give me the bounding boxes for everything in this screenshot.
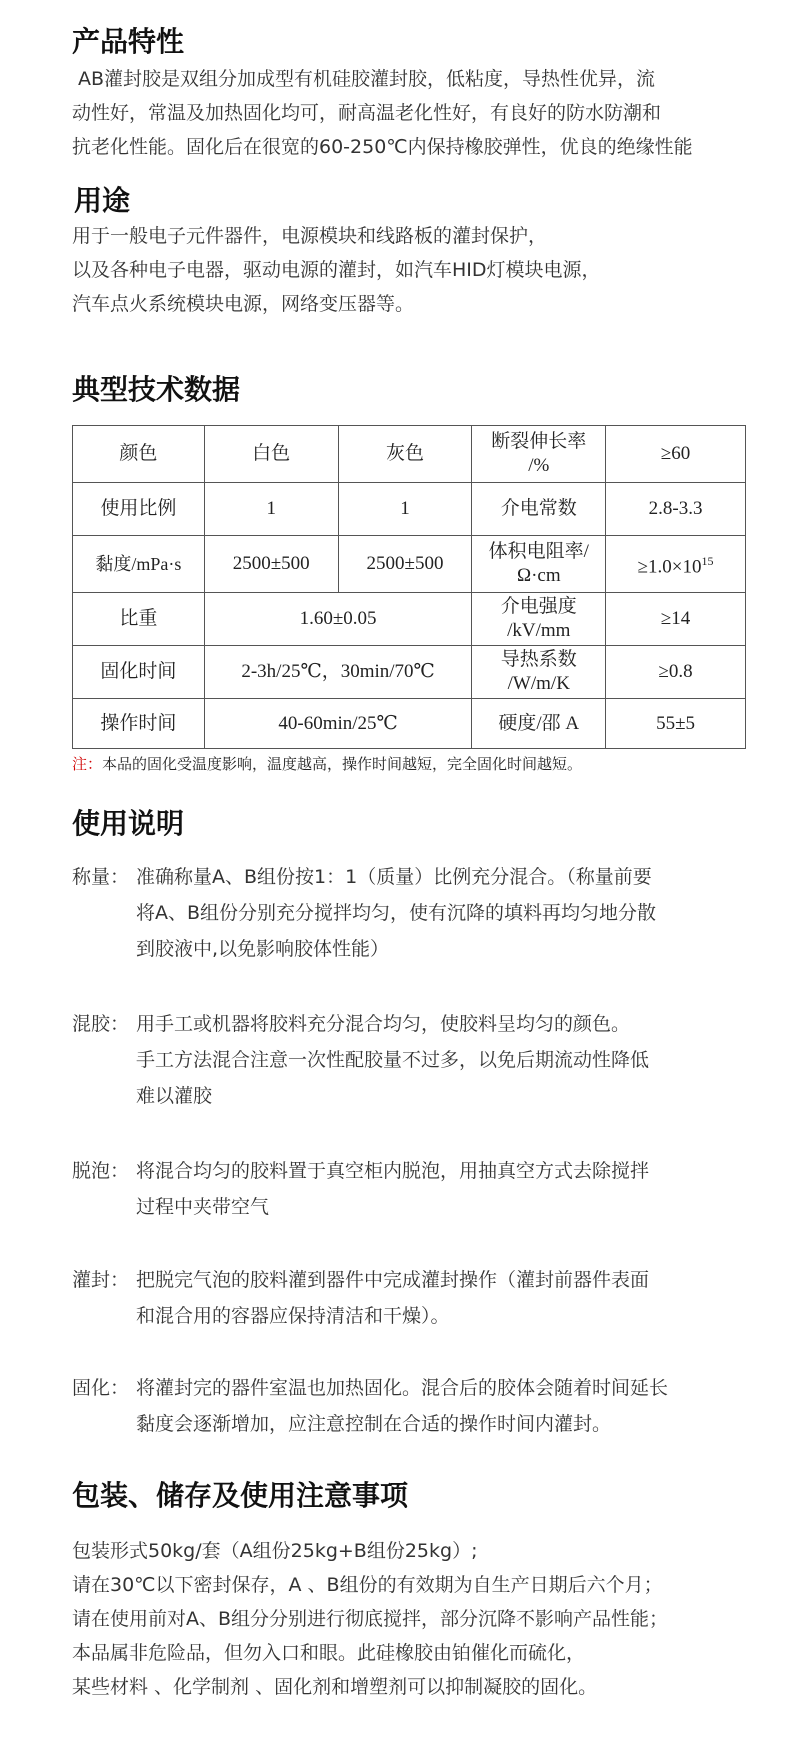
uses-line: 以及各种电子电器，驱动电源的灌封，如汽车HID灯模块电源， — [72, 259, 601, 281]
table-cell: 1.60±0.05 — [204, 593, 472, 646]
table-cell: 使用比例 — [73, 483, 205, 536]
table-cell: ≥0.8 — [606, 646, 746, 699]
packaging-line: 包装形式50kg/套（A组份25kg+B组份25kg）; — [72, 1540, 478, 1562]
instruction-term: 脱泡： — [72, 1160, 130, 1182]
table-cell: 比重 — [73, 593, 205, 646]
uses-heading: 用途 — [74, 184, 131, 217]
table-note — [72, 754, 582, 774]
instruction-line: 将灌封完的器件室温也加热固化。混合后的胶体会随着时间延长 — [136, 1377, 669, 1399]
tech-data-table — [72, 425, 746, 749]
table-cell: ≥60 — [606, 426, 746, 483]
instruction-line: 黏度会逐渐增加，应注意控制在合适的操作时间内灌封。 — [136, 1413, 612, 1435]
instruction-line: 准确称量A、B组份按1：1（质量）比例充分混合。（称量前要 — [136, 866, 652, 888]
table-cell: 操作时间 — [73, 699, 205, 749]
packaging-heading: 包装、储存及使用注意事项 — [72, 1479, 409, 1512]
table-cell: 2.8-3.3 — [606, 483, 746, 536]
instruction-line: 到胶液中,以免影响胶体性能） — [136, 938, 390, 960]
table-cell: 颜色 — [73, 426, 205, 483]
table-cell: 断裂伸长率 /% — [472, 426, 606, 483]
table-cell: ≥14 — [606, 593, 746, 646]
table-cell — [606, 536, 746, 593]
note-text: 本品的固化受温度影响，温度越高，操作时间越短，完全固化时间越短。 — [102, 755, 583, 773]
instruction-line: 难以灌胶 — [136, 1085, 213, 1107]
packaging-line: 请在使用前对A、B组分分别进行彻底搅拌，部分沉降不影响产品性能； — [72, 1608, 669, 1630]
instruction-line: 将A、B组份分别充分搅拌均匀，使有沉降的填料再均匀地分散 — [136, 902, 657, 924]
tech-heading: 典型技术数据 — [72, 373, 241, 406]
features-heading: 产品特性 — [72, 25, 185, 58]
instruction-line: 手工方法混合注意一次性配胶量不过多，以免后期流动性降低 — [136, 1049, 650, 1071]
packaging-line: 某些材料 、化学制剂 、固化剂和增塑剂可以抑制凝胶的固化。 — [72, 1676, 598, 1698]
table-row — [73, 646, 746, 699]
table-cell: 体积电阻率/ Ω·cm — [472, 536, 606, 593]
uses-line: 汽车点火系统模块电源，网络变压器等。 — [72, 293, 415, 315]
packaging-line: 本品属非危险品，但勿入口和眼。此硅橡胶由铂催化而硫化， — [72, 1642, 586, 1664]
table-cell: 固化时间 — [73, 646, 205, 699]
table-cell: 白色 — [204, 426, 338, 483]
features-line: AB灌封胶是双组分加成型有机硅胶灌封胶，低粘度，导热性优异，流 — [78, 68, 656, 90]
table-cell: 硬度/邵 A — [472, 699, 606, 749]
table-cell: 黏度/mPa·s — [73, 536, 205, 593]
instruction-line: 用手工或机器将胶料充分混合均匀，使胶料呈均匀的颜色。 — [136, 1013, 631, 1035]
table-row — [73, 593, 746, 646]
instruction-term: 混胶： — [72, 1013, 130, 1035]
instruction-line: 过程中夹带空气 — [136, 1196, 270, 1218]
table-cell: 1 — [338, 483, 472, 536]
features-line: 动性好，常温及加热固化均可，耐高温老化性好，有良好的防水防潮和 — [72, 102, 662, 124]
instructions-heading: 使用说明 — [72, 807, 185, 840]
table-row — [73, 536, 746, 593]
table-cell: 40-60min/25℃ — [204, 699, 472, 749]
packaging-line: 请在30℃以下密封保存，A 、B组份的有效期为自生产日期后六个月； — [72, 1574, 663, 1596]
volume-resistivity-value: ≥1.0×10 — [637, 556, 702, 578]
table-row — [73, 426, 746, 483]
table-cell: 2500±500 — [338, 536, 472, 593]
note-label: 注： — [72, 755, 103, 773]
table-cell: 2-3h/25℃，30min/70℃ — [204, 646, 472, 699]
table-row — [73, 699, 746, 749]
uses-line: 用于一般电子元件器件，电源模块和线路板的灌封保护， — [72, 225, 548, 247]
instruction-line: 和混合用的容器应保持清洁和干燥）。 — [136, 1305, 450, 1327]
table-cell: 1 — [204, 483, 338, 536]
instruction-term: 灌封： — [72, 1269, 130, 1291]
table-row — [73, 483, 746, 536]
table-cell: 介电强度 /kV/mm — [472, 593, 606, 646]
exponent: 15 — [701, 553, 714, 568]
instruction-line: 把脱完气泡的胶料灌到器件中完成灌封操作（灌封前器件表面 — [136, 1269, 650, 1291]
table-cell: 导热系数 /W/m/K — [472, 646, 606, 699]
instruction-term: 称量： — [72, 866, 130, 888]
table-cell: 介电常数 — [472, 483, 606, 536]
table-cell: 灰色 — [338, 426, 472, 483]
features-line: 抗老化性能。固化后在很宽的60-250℃内保持橡胶弹性，优良的绝缘性能 — [72, 136, 693, 158]
instruction-line: 将混合均匀的胶料置于真空柜内脱泡，用抽真空方式去除搅拌 — [136, 1160, 650, 1182]
table-cell: 2500±500 — [204, 536, 338, 593]
instruction-term: 固化： — [72, 1377, 130, 1399]
table-cell: 55±5 — [606, 699, 746, 749]
